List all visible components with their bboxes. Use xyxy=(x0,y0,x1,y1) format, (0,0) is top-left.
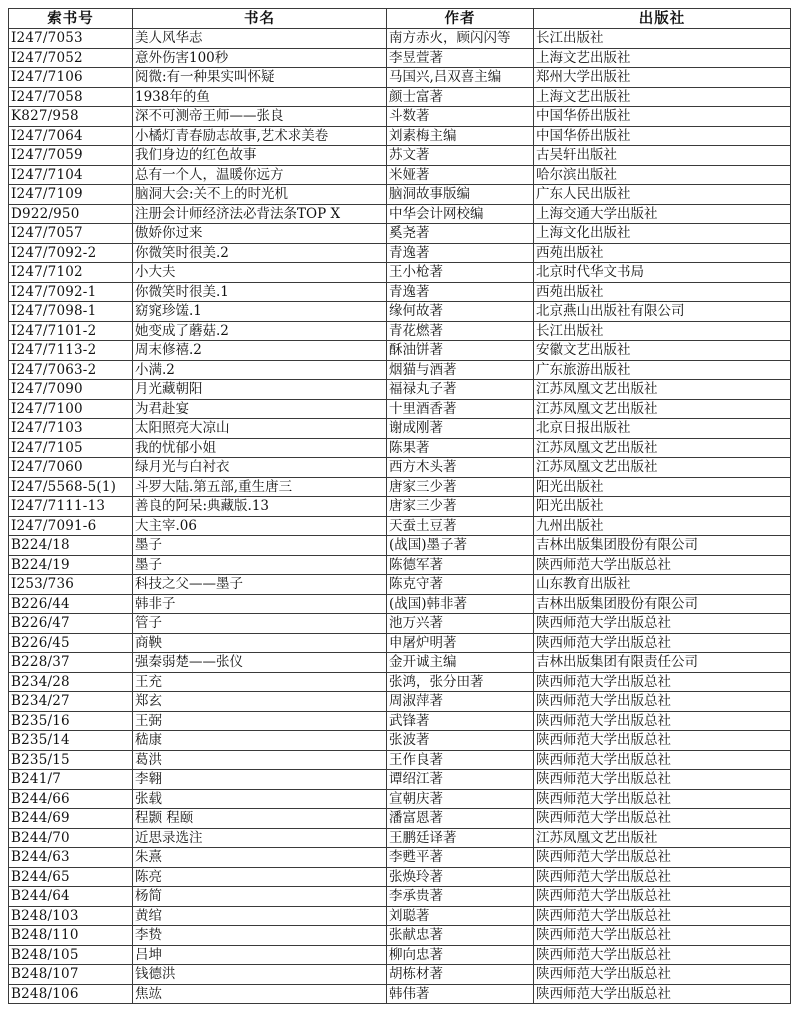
cell-author: 米娅著 xyxy=(387,165,534,185)
cell-call-number: B235/15 xyxy=(9,750,133,770)
cell-author: 南方赤火，顾闪闪等 xyxy=(387,29,534,49)
cell-title: 商鞅 xyxy=(133,633,387,653)
cell-author: 李承贵著 xyxy=(387,887,534,907)
cell-title: 焦竑 xyxy=(133,984,387,1004)
table-row xyxy=(9,770,791,790)
cell-call-number: B226/44 xyxy=(9,594,133,614)
cell-author: 颜士富著 xyxy=(387,87,534,107)
table-row xyxy=(9,185,791,205)
table-row xyxy=(9,633,791,653)
cell-author: 刘聪著 xyxy=(387,906,534,926)
cell-author: 脑洞故事版编 xyxy=(387,185,534,205)
cell-publisher: 阳光出版社 xyxy=(534,497,791,517)
cell-call-number: D922/950 xyxy=(9,204,133,224)
cell-call-number: B244/66 xyxy=(9,789,133,809)
book-catalog-table xyxy=(8,8,791,1004)
table-row xyxy=(9,867,791,887)
cell-call-number: I247/7113-2 xyxy=(9,341,133,361)
cell-publisher: 江苏凤凰文艺出版社 xyxy=(534,438,791,458)
cell-title: 善良的阿呆:典藏版.13 xyxy=(133,497,387,517)
cell-author: 王鹏廷译著 xyxy=(387,828,534,848)
table-row xyxy=(9,887,791,907)
cell-call-number: B235/16 xyxy=(9,711,133,731)
cell-call-number: B224/19 xyxy=(9,555,133,575)
cell-title: 程颢 程颐 xyxy=(133,809,387,829)
cell-publisher: 古吴轩出版社 xyxy=(534,146,791,166)
cell-call-number: B244/69 xyxy=(9,809,133,829)
cell-author: 唐家三少著 xyxy=(387,477,534,497)
cell-call-number: B248/105 xyxy=(9,945,133,965)
cell-call-number: I247/7064 xyxy=(9,126,133,146)
cell-author: 陈果著 xyxy=(387,438,534,458)
cell-title: 墨子 xyxy=(133,555,387,575)
cell-title: 傲娇你过来 xyxy=(133,224,387,244)
cell-author: 天蚕土豆著 xyxy=(387,516,534,536)
cell-title: 强秦弱楚——张仪 xyxy=(133,653,387,673)
cell-author: 李甦平著 xyxy=(387,848,534,868)
cell-author: 缘何故著 xyxy=(387,302,534,322)
cell-title: 我们身边的红色故事 xyxy=(133,146,387,166)
cell-publisher: 陕西师范大学出版总社 xyxy=(534,555,791,575)
table-row xyxy=(9,809,791,829)
cell-call-number: K827/958 xyxy=(9,107,133,127)
cell-author: 刘素梅主编 xyxy=(387,126,534,146)
header-row xyxy=(9,9,791,29)
cell-publisher: 北京时代华文书局 xyxy=(534,263,791,283)
cell-author: 陈克守著 xyxy=(387,575,534,595)
cell-publisher: 广东旅游出版社 xyxy=(534,360,791,380)
table-row xyxy=(9,341,791,361)
cell-publisher: 陕西师范大学出版总社 xyxy=(534,848,791,868)
cell-publisher: 上海文艺出版社 xyxy=(534,48,791,68)
cell-title: 李贽 xyxy=(133,926,387,946)
cell-author: 十里酒香著 xyxy=(387,399,534,419)
cell-publisher: 山东教育出版社 xyxy=(534,575,791,595)
cell-title: 王充 xyxy=(133,672,387,692)
cell-call-number: I247/7063-2 xyxy=(9,360,133,380)
cell-publisher: 上海交通大学出版社 xyxy=(534,204,791,224)
cell-publisher: 长江出版社 xyxy=(534,321,791,341)
cell-call-number: I247/7092-1 xyxy=(9,282,133,302)
cell-author: 张鸿，张分田著 xyxy=(387,672,534,692)
table-row xyxy=(9,204,791,224)
cell-title: 郑玄 xyxy=(133,692,387,712)
table-row xyxy=(9,906,791,926)
table-row xyxy=(9,750,791,770)
cell-title: 科技之父——墨子 xyxy=(133,575,387,595)
cell-title: 王弼 xyxy=(133,711,387,731)
cell-call-number: B234/27 xyxy=(9,692,133,712)
cell-title: 为君赴宴 xyxy=(133,399,387,419)
cell-call-number: B248/106 xyxy=(9,984,133,1004)
cell-publisher: 吉林出版集团股份有限公司 xyxy=(534,536,791,556)
cell-title: 窈窕珍馐.1 xyxy=(133,302,387,322)
cell-publisher: 陕西师范大学出版总社 xyxy=(534,906,791,926)
cell-title: 深不可测帝王师——张良 xyxy=(133,107,387,127)
cell-call-number: I247/7104 xyxy=(9,165,133,185)
cell-call-number: B248/107 xyxy=(9,965,133,985)
cell-author: 中华会计网校编 xyxy=(387,204,534,224)
cell-call-number: B244/64 xyxy=(9,887,133,907)
table-row xyxy=(9,126,791,146)
cell-author: 陈德军著 xyxy=(387,555,534,575)
table-row xyxy=(9,965,791,985)
cell-call-number: B244/65 xyxy=(9,867,133,887)
cell-title: 朱熹 xyxy=(133,848,387,868)
cell-title: 小大夫 xyxy=(133,263,387,283)
table-row xyxy=(9,68,791,88)
cell-call-number: I247/7060 xyxy=(9,458,133,478)
cell-author: (战国)墨子著 xyxy=(387,536,534,556)
cell-call-number: B241/7 xyxy=(9,770,133,790)
cell-author: 王作良著 xyxy=(387,750,534,770)
cell-author: 西方木头著 xyxy=(387,458,534,478)
cell-publisher: 吉林出版集团有限责任公司 xyxy=(534,653,791,673)
cell-author: 谭绍江著 xyxy=(387,770,534,790)
cell-publisher: 陕西师范大学出版总社 xyxy=(534,750,791,770)
cell-author: 马国兴,吕双喜主编 xyxy=(387,68,534,88)
cell-publisher: 江苏凤凰文艺出版社 xyxy=(534,380,791,400)
cell-title: 斗罗大陆.第五部,重生唐三 xyxy=(133,477,387,497)
cell-call-number: I247/7106 xyxy=(9,68,133,88)
cell-author: 斗数著 xyxy=(387,107,534,127)
cell-publisher: 西苑出版社 xyxy=(534,243,791,263)
cell-publisher: 长江出版社 xyxy=(534,29,791,49)
cell-author: 宣朝庆著 xyxy=(387,789,534,809)
cell-title: 我的忧郁小姐 xyxy=(133,438,387,458)
cell-publisher: 陕西师范大学出版总社 xyxy=(534,867,791,887)
cell-title: 注册会计师经济法必背法条TOP X xyxy=(133,204,387,224)
cell-call-number: B224/18 xyxy=(9,536,133,556)
cell-publisher: 北京燕山出版社有限公司 xyxy=(534,302,791,322)
cell-publisher: 九州出版社 xyxy=(534,516,791,536)
cell-call-number: I247/7105 xyxy=(9,438,133,458)
cell-call-number: I247/7101-2 xyxy=(9,321,133,341)
cell-author: 胡栋材著 xyxy=(387,965,534,985)
table-row xyxy=(9,789,791,809)
cell-author: 王小枪著 xyxy=(387,263,534,283)
cell-author: 福禄丸子著 xyxy=(387,380,534,400)
cell-author: 苏文著 xyxy=(387,146,534,166)
table-row xyxy=(9,945,791,965)
table-row xyxy=(9,594,791,614)
cell-author: 酥油饼著 xyxy=(387,341,534,361)
cell-call-number: B248/110 xyxy=(9,926,133,946)
cell-title: 杨简 xyxy=(133,887,387,907)
cell-call-number: B226/45 xyxy=(9,633,133,653)
cell-call-number: I247/7091-6 xyxy=(9,516,133,536)
table-row xyxy=(9,828,791,848)
table-row xyxy=(9,516,791,536)
cell-title: 你微笑时很美.2 xyxy=(133,243,387,263)
cell-title: 脑洞大会:关不上的时光机 xyxy=(133,185,387,205)
table-row xyxy=(9,399,791,419)
cell-call-number: I247/7092-2 xyxy=(9,243,133,263)
cell-call-number: I247/7100 xyxy=(9,399,133,419)
cell-call-number: I247/7053 xyxy=(9,29,133,49)
cell-title: 小橘灯青春励志故事,艺术求美卷 xyxy=(133,126,387,146)
table-row xyxy=(9,536,791,556)
cell-title: 黄绾 xyxy=(133,906,387,926)
table-row xyxy=(9,263,791,283)
header-call-number: 索书号 xyxy=(9,9,133,29)
table-row xyxy=(9,29,791,49)
cell-title: 1938年的鱼 xyxy=(133,87,387,107)
table-row xyxy=(9,438,791,458)
cell-publisher: 上海文艺出版社 xyxy=(534,87,791,107)
cell-author: 青花燃著 xyxy=(387,321,534,341)
cell-title: 张载 xyxy=(133,789,387,809)
cell-call-number: I247/7098-1 xyxy=(9,302,133,322)
cell-publisher: 陕西师范大学出版总社 xyxy=(534,770,791,790)
cell-call-number: I247/7058 xyxy=(9,87,133,107)
cell-publisher: 北京日报出版社 xyxy=(534,419,791,439)
cell-author: 金开诚主编 xyxy=(387,653,534,673)
cell-call-number: I247/7103 xyxy=(9,419,133,439)
cell-title: 你微笑时很美.1 xyxy=(133,282,387,302)
cell-author: 奚尧著 xyxy=(387,224,534,244)
cell-author: 李昱萱著 xyxy=(387,48,534,68)
cell-author: 池万兴著 xyxy=(387,614,534,634)
table-row xyxy=(9,282,791,302)
table-row xyxy=(9,984,791,1004)
cell-author: 青逸著 xyxy=(387,243,534,263)
cell-title: 总有一个人，温暖你远方 xyxy=(133,165,387,185)
cell-call-number: B234/28 xyxy=(9,672,133,692)
cell-author: 青逸著 xyxy=(387,282,534,302)
cell-publisher: 西苑出版社 xyxy=(534,282,791,302)
cell-title: 阅微:有一种果实叫怀疑 xyxy=(133,68,387,88)
table-row xyxy=(9,224,791,244)
cell-publisher: 陕西师范大学出版总社 xyxy=(534,672,791,692)
cell-author: 张焕玲著 xyxy=(387,867,534,887)
cell-publisher: 陕西师范大学出版总社 xyxy=(534,692,791,712)
cell-title: 葛洪 xyxy=(133,750,387,770)
table-row xyxy=(9,243,791,263)
cell-publisher: 阳光出版社 xyxy=(534,477,791,497)
cell-title: 钱德洪 xyxy=(133,965,387,985)
table-row xyxy=(9,731,791,751)
cell-title: 嵇康 xyxy=(133,731,387,751)
cell-call-number: I247/7052 xyxy=(9,48,133,68)
cell-publisher: 广东人民出版社 xyxy=(534,185,791,205)
table-row xyxy=(9,848,791,868)
cell-call-number: I253/736 xyxy=(9,575,133,595)
cell-publisher: 陕西师范大学出版总社 xyxy=(534,887,791,907)
table-row xyxy=(9,672,791,692)
cell-call-number: B248/103 xyxy=(9,906,133,926)
cell-call-number: I247/7059 xyxy=(9,146,133,166)
cell-title: 太阳照亮大凉山 xyxy=(133,419,387,439)
cell-author: 烟猫与酒著 xyxy=(387,360,534,380)
table-row xyxy=(9,458,791,478)
cell-author: 张献忠著 xyxy=(387,926,534,946)
table-row xyxy=(9,419,791,439)
cell-call-number: B226/47 xyxy=(9,614,133,634)
cell-publisher: 陕西师范大学出版总社 xyxy=(534,984,791,1004)
cell-publisher: 安徽文艺出版社 xyxy=(534,341,791,361)
header-title: 书名 xyxy=(133,9,387,29)
cell-author: 张波著 xyxy=(387,731,534,751)
cell-publisher: 陕西师范大学出版总社 xyxy=(534,945,791,965)
table-row xyxy=(9,926,791,946)
cell-call-number: B228/37 xyxy=(9,653,133,673)
cell-publisher: 吉林出版集团股份有限公司 xyxy=(534,594,791,614)
table-row xyxy=(9,575,791,595)
table-row xyxy=(9,360,791,380)
cell-call-number: I247/7102 xyxy=(9,263,133,283)
cell-publisher: 江苏凤凰文艺出版社 xyxy=(534,828,791,848)
cell-title: 近思录选注 xyxy=(133,828,387,848)
header-author: 作者 xyxy=(387,9,534,29)
table-row xyxy=(9,48,791,68)
table-row xyxy=(9,380,791,400)
cell-title: 李翱 xyxy=(133,770,387,790)
cell-publisher: 陕西师范大学出版总社 xyxy=(534,614,791,634)
cell-author: 柳向忠著 xyxy=(387,945,534,965)
table-row xyxy=(9,321,791,341)
cell-title: 墨子 xyxy=(133,536,387,556)
cell-call-number: I247/7111-13 xyxy=(9,497,133,517)
cell-publisher: 上海文化出版社 xyxy=(534,224,791,244)
cell-publisher: 陕西师范大学出版总社 xyxy=(534,633,791,653)
cell-title: 韩非子 xyxy=(133,594,387,614)
cell-title: 吕坤 xyxy=(133,945,387,965)
table-row xyxy=(9,87,791,107)
cell-author: 潘富恩著 xyxy=(387,809,534,829)
cell-author: 唐家三少著 xyxy=(387,497,534,517)
cell-call-number: I247/7090 xyxy=(9,380,133,400)
table-row xyxy=(9,711,791,731)
cell-title: 月光藏朝阳 xyxy=(133,380,387,400)
table-row xyxy=(9,497,791,517)
table-row xyxy=(9,302,791,322)
cell-title: 小满.2 xyxy=(133,360,387,380)
cell-author: 周淑萍著 xyxy=(387,692,534,712)
cell-title: 周末修禧.2 xyxy=(133,341,387,361)
cell-publisher: 江苏凤凰文艺出版社 xyxy=(534,458,791,478)
cell-author: 申屠炉明著 xyxy=(387,633,534,653)
cell-title: 意外伤害100秒 xyxy=(133,48,387,68)
table-row xyxy=(9,107,791,127)
cell-publisher: 陕西师范大学出版总社 xyxy=(534,965,791,985)
cell-author: 武锋著 xyxy=(387,711,534,731)
cell-title: 绿月光与白衬衣 xyxy=(133,458,387,478)
cell-author: 谢成刚著 xyxy=(387,419,534,439)
cell-title: 美人风华志 xyxy=(133,29,387,49)
table-body xyxy=(9,29,791,1004)
cell-publisher: 陕西师范大学出版总社 xyxy=(534,731,791,751)
cell-call-number: I247/7057 xyxy=(9,224,133,244)
cell-call-number: B244/70 xyxy=(9,828,133,848)
cell-title: 她变成了蘑菇.2 xyxy=(133,321,387,341)
header-publisher: 出版社 xyxy=(534,9,791,29)
cell-publisher: 中国华侨出版社 xyxy=(534,126,791,146)
table-row xyxy=(9,165,791,185)
table-row xyxy=(9,477,791,497)
cell-call-number: B244/63 xyxy=(9,848,133,868)
cell-publisher: 江苏凤凰文艺出版社 xyxy=(534,399,791,419)
cell-publisher: 陕西师范大学出版总社 xyxy=(534,789,791,809)
table-row xyxy=(9,555,791,575)
cell-publisher: 郑州大学出版社 xyxy=(534,68,791,88)
cell-call-number: I247/7109 xyxy=(9,185,133,205)
cell-publisher: 陕西师范大学出版总社 xyxy=(534,809,791,829)
cell-publisher: 陕西师范大学出版总社 xyxy=(534,926,791,946)
cell-publisher: 哈尔滨出版社 xyxy=(534,165,791,185)
table-row xyxy=(9,146,791,166)
cell-call-number: I247/5568-5(1) xyxy=(9,477,133,497)
table-row xyxy=(9,692,791,712)
cell-title: 大主宰.06 xyxy=(133,516,387,536)
cell-publisher: 中国华侨出版社 xyxy=(534,107,791,127)
cell-title: 陈亮 xyxy=(133,867,387,887)
cell-title: 管子 xyxy=(133,614,387,634)
cell-author: 韩伟著 xyxy=(387,984,534,1004)
cell-publisher: 陕西师范大学出版总社 xyxy=(534,711,791,731)
table-row xyxy=(9,653,791,673)
table-row xyxy=(9,614,791,634)
cell-call-number: B235/14 xyxy=(9,731,133,751)
cell-author: (战国)韩非著 xyxy=(387,594,534,614)
